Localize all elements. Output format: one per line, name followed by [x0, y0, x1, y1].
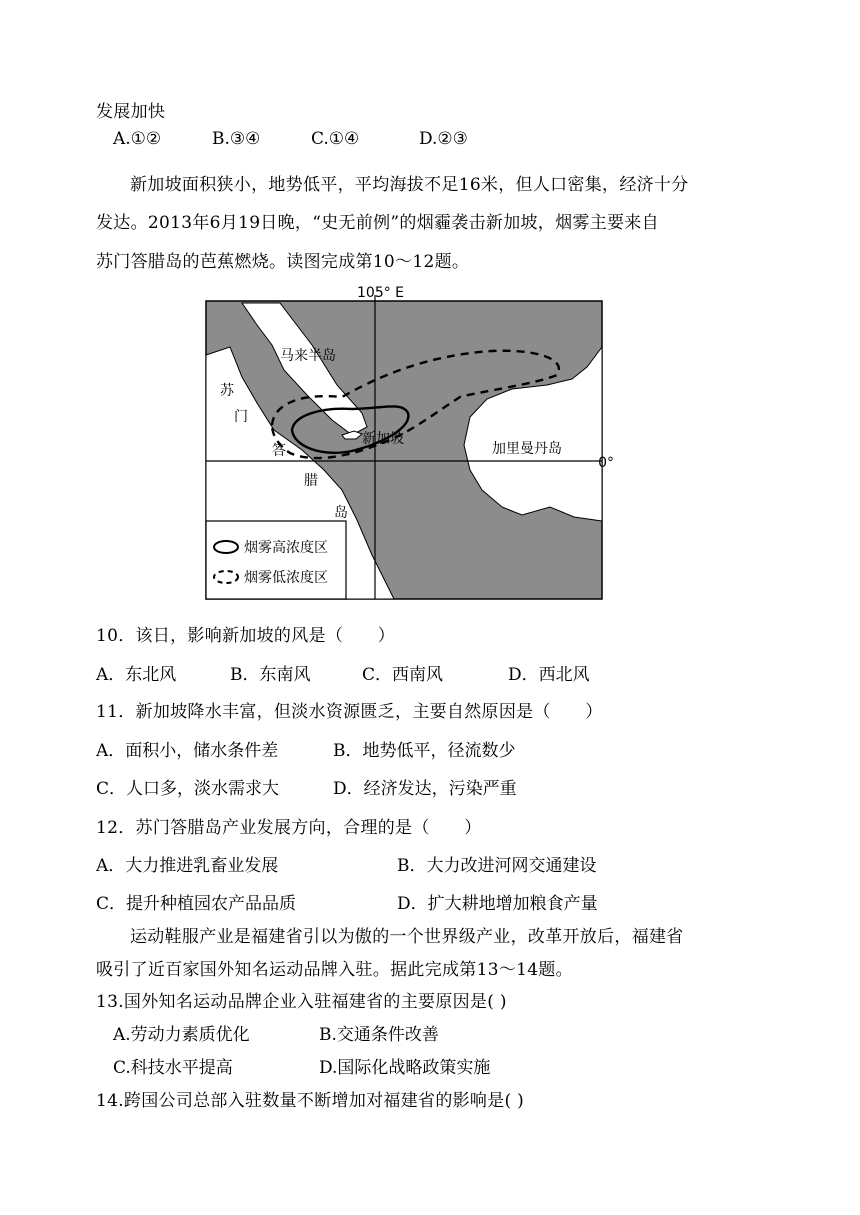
- prev-option-b: B.③④: [212, 129, 261, 149]
- passage1-line2: 发达。2013年6月19日晚，“史无前例”的烟霾袭击新加坡，烟雾主要来自: [96, 213, 659, 233]
- q11-option-b: B．地势低平，径流数少: [333, 741, 516, 761]
- label-singapore: 新加坡: [362, 431, 404, 447]
- label-la: 腊: [304, 473, 318, 489]
- q13-option-a: A.劳动力素质优化: [113, 1025, 250, 1045]
- smog-map: [202, 285, 614, 603]
- q12-stem: 12．苏门答腊岛产业发展方向，合理的是（ ）: [96, 818, 482, 838]
- previous-question-tail: 发展加快: [96, 102, 166, 122]
- legend-box: [206, 521, 346, 599]
- longitude-label: 105° E: [357, 285, 405, 301]
- label-kalimantan: 加里曼丹岛: [492, 441, 562, 457]
- label-su: 苏: [220, 383, 234, 399]
- q13-option-d: D.国际化战略政策实施: [319, 1058, 491, 1078]
- q12-option-a: A．大力推进乳畜业发展: [96, 856, 279, 876]
- q14-stem: 14.跨国公司总部入驻数量不断增加对福建省的影响是( ): [96, 1091, 525, 1111]
- q10-option-d: D．西北风: [508, 665, 590, 685]
- label-men: 门: [234, 409, 248, 425]
- passage1-line1: 新加坡面积狭小，地势低平，平均海拔不足16米，但人口密集，经济十分: [130, 175, 689, 195]
- q13-option-b: B.交通条件改善: [319, 1025, 439, 1045]
- q10-option-c: C．西南风: [362, 665, 444, 685]
- equator-label: 0°: [598, 455, 614, 471]
- label-malay: 马来半岛: [280, 348, 336, 364]
- q12-option-b: B．大力改进河网交通建设: [397, 856, 597, 876]
- q10-option-b: B．东南风: [230, 665, 311, 685]
- passage2-line2: 吸引了近百家国外知名运动品牌入驻。据此完成第13～14题。: [96, 960, 573, 980]
- passage2-line1: 运动鞋服产业是福建省引以为傲的一个世界级产业，改革开放后，福建省: [130, 927, 684, 947]
- label-dao: 岛: [334, 505, 348, 521]
- q11-option-d: D．经济发达，污染严重: [333, 779, 517, 799]
- q10-option-a: A．东北风: [96, 665, 177, 685]
- legend-high-label: 烟雾高浓度区: [244, 540, 328, 556]
- prev-option-c: C.①④: [311, 129, 360, 149]
- q12-option-d: D．扩大耕地增加粮食产量: [397, 894, 598, 914]
- q11-stem: 11．新加坡降水丰富，但淡水资源匮乏，主要自然原因是（ ）: [96, 702, 603, 722]
- prev-option-d: D.②③: [419, 129, 468, 149]
- passage1-line3: 苏门答腊岛的芭蕉燃烧。读图完成第10～12题。: [96, 252, 470, 272]
- q11-option-a: A．面积小，储水条件差: [96, 741, 279, 761]
- q13-option-c: C.科技水平提高: [113, 1058, 233, 1078]
- q11-option-c: C．人口多，淡水需求大: [96, 779, 280, 799]
- prev-option-a: A.①②: [113, 129, 162, 149]
- q12-option-c: C．提升种植园农产品品质: [96, 894, 297, 914]
- label-da: 答: [272, 443, 286, 459]
- q13-stem: 13.国外知名运动品牌企业入驻福建省的主要原因是( ): [96, 992, 507, 1012]
- legend-low-label: 烟雾低浓度区: [244, 570, 328, 586]
- q10-stem: 10．该日，影响新加坡的风是（ ）: [96, 626, 396, 646]
